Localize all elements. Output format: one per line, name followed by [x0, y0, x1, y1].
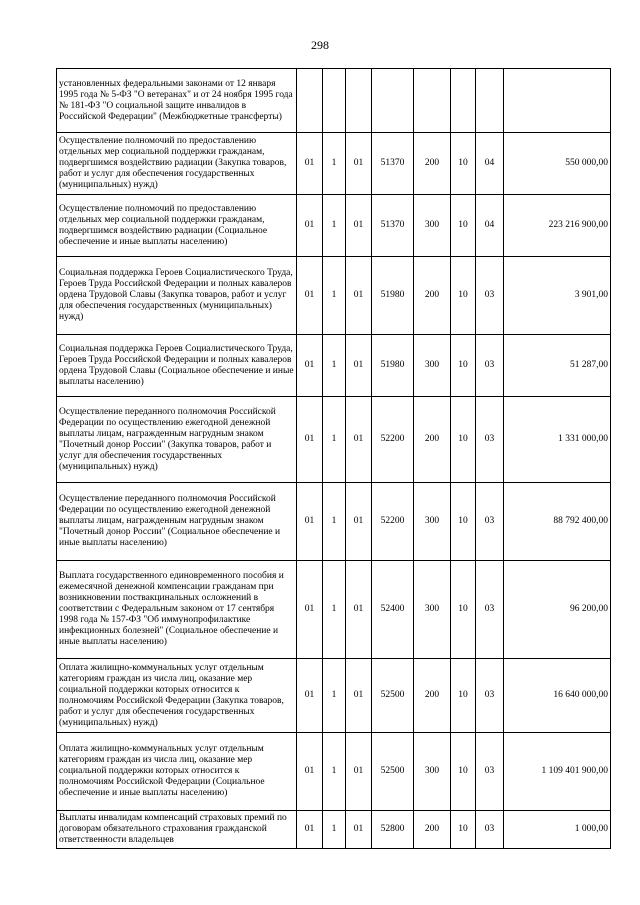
row-description: Социальная поддержка Героев Социалистического Труда, Героев Труда Российской Федерации и полных кавалеров ордена Трудовой Славы (Социальное обеспечение и иные выплаты населению) — [57, 335, 297, 397]
page-number: 298 — [311, 38, 329, 52]
subprogram-code: 1 — [323, 335, 346, 397]
amount-value: 51 287,00 — [504, 335, 611, 397]
main-event-code: 01 — [346, 257, 372, 335]
main-event-code: 01 — [346, 195, 372, 257]
expense-type-code: 300 — [414, 483, 451, 561]
program-code: 01 — [297, 133, 323, 195]
main-event-code: 01 — [346, 811, 372, 849]
subsection-code: 03 — [476, 335, 504, 397]
direction-code: 51370 — [372, 195, 414, 257]
subprogram-code: 1 — [323, 257, 346, 335]
amount-value: 550 000,00 — [504, 133, 611, 195]
amount-value: 1 000,00 — [504, 811, 611, 849]
program-code: 01 — [297, 483, 323, 561]
expense-type-code: 300 — [414, 195, 451, 257]
subsection-code — [476, 69, 504, 133]
section-code: 10 — [451, 133, 476, 195]
main-event-code: 01 — [346, 733, 372, 811]
section-code: 10 — [451, 335, 476, 397]
subsection-code: 03 — [476, 561, 504, 659]
direction-code — [372, 69, 414, 133]
program-code — [297, 69, 323, 133]
subprogram-code: 1 — [323, 733, 346, 811]
program-code: 01 — [297, 335, 323, 397]
program-code: 01 — [297, 397, 323, 483]
subsection-code: 03 — [476, 733, 504, 811]
main-event-code: 01 — [346, 483, 372, 561]
table-row — [57, 195, 611, 257]
row-description: Осуществление переданного полномочия Российской Федерации по осуществлению ежегодной денежной выплаты лицам, награжденным нагрудным знаком "Почетный донор России" (Закупка товаров, работ и услуг для обеспечения государственных (муниципальных) нужд) — [57, 397, 297, 483]
expense-type-code — [414, 69, 451, 133]
row-description: Осуществление полномочий по предоставлению отдельных мер социальной поддержки гражданам, подвергшимся воздействию радиации (Закупка товаров, работ и услуг для обеспечения государственных (муниципальных) нужд) — [57, 133, 297, 195]
section-code: 10 — [451, 483, 476, 561]
subprogram-code — [323, 69, 346, 133]
main-event-code — [346, 69, 372, 133]
direction-code: 51370 — [372, 133, 414, 195]
table-row — [57, 257, 611, 335]
row-description: Осуществление переданного полномочия Российской Федерации по осуществлению ежегодной денежной выплаты лицам, награжденным нагрудным знаком "Почетный донор России" (Социальное обеспечение и иные выплаты населению) — [57, 483, 297, 561]
row-description: Оплата жилищно-коммунальных услуг отдельным категориям граждан из числа лиц, оказание мер социальной поддержки которых относится к полномочиям Российской Федерации (Закупка товаров, работ и услуг для обеспечения государственных (муниципальных) нужд) — [57, 659, 297, 733]
expense-type-code: 200 — [414, 133, 451, 195]
direction-code: 52800 — [372, 811, 414, 849]
section-code: 10 — [451, 195, 476, 257]
subsection-code: 03 — [476, 397, 504, 483]
amount-value: 3 901,00 — [504, 257, 611, 335]
row-description: установленных федеральными законами от 12 января 1995 года № 5-ФЗ "О ветеранах" и от 24 ноября 1995 года № 181-ФЗ "О социальной защите инвалидов в Российской Федерации" (Межбюджетные трансферты) — [57, 69, 297, 133]
row-description: Оплата жилищно-коммунальных услуг отдельным категориям граждан из числа лиц, оказание мер социальной поддержки которых относится к полномочиям Российской Федерации (Социальное обеспечение и иные выплаты населению) — [57, 733, 297, 811]
subsection-code: 04 — [476, 195, 504, 257]
table-row — [57, 133, 611, 195]
direction-code: 52500 — [372, 659, 414, 733]
section-code: 10 — [451, 257, 476, 335]
expense-type-code: 200 — [414, 257, 451, 335]
section-code: 10 — [451, 733, 476, 811]
direction-code: 52200 — [372, 397, 414, 483]
expense-type-code: 300 — [414, 733, 451, 811]
section-code — [451, 69, 476, 133]
subsection-code: 04 — [476, 133, 504, 195]
section-code: 10 — [451, 811, 476, 849]
subprogram-code: 1 — [323, 133, 346, 195]
main-event-code: 01 — [346, 561, 372, 659]
budget-table — [56, 68, 611, 849]
program-code: 01 — [297, 257, 323, 335]
main-event-code: 01 — [346, 397, 372, 483]
expense-type-code: 200 — [414, 397, 451, 483]
amount-value: 1 331 000,00 — [504, 397, 611, 483]
section-code: 10 — [451, 561, 476, 659]
program-code: 01 — [297, 659, 323, 733]
subsection-code: 03 — [476, 257, 504, 335]
row-description: Выплаты инвалидам компенсаций страховых премий по договорам обязательного страхования гражданской ответственности владельцев — [57, 811, 297, 849]
subsection-code: 03 — [476, 811, 504, 849]
section-code: 10 — [451, 397, 476, 483]
subprogram-code: 1 — [323, 561, 346, 659]
table-row — [57, 561, 611, 659]
subsection-code: 03 — [476, 483, 504, 561]
budget-table-body — [57, 69, 611, 849]
table-row — [57, 335, 611, 397]
program-code: 01 — [297, 733, 323, 811]
amount-value: 16 640 000,00 — [504, 659, 611, 733]
table-row — [57, 811, 611, 849]
table-row — [57, 483, 611, 561]
table-row — [57, 733, 611, 811]
direction-code: 51980 — [372, 257, 414, 335]
row-description: Социальная поддержка Героев Социалистического Труда, Героев Труда Российской Федерации и полных кавалеров ордена Трудовой Славы (Закупка товаров, работ и услуг для обеспечения государственных (муниципальных) нужд) — [57, 257, 297, 335]
amount-value: 96 200,00 — [504, 561, 611, 659]
subprogram-code: 1 — [323, 659, 346, 733]
amount-value: 223 216 900,00 — [504, 195, 611, 257]
subsection-code: 03 — [476, 659, 504, 733]
direction-code: 52200 — [372, 483, 414, 561]
amount-value: 1 109 401 900,00 — [504, 733, 611, 811]
main-event-code: 01 — [346, 133, 372, 195]
expense-type-code: 300 — [414, 561, 451, 659]
subprogram-code: 1 — [323, 483, 346, 561]
direction-code: 52400 — [372, 561, 414, 659]
table-row — [57, 397, 611, 483]
expense-type-code: 200 — [414, 811, 451, 849]
amount-value: 88 792 400,00 — [504, 483, 611, 561]
main-event-code: 01 — [346, 335, 372, 397]
subprogram-code: 1 — [323, 195, 346, 257]
direction-code: 51980 — [372, 335, 414, 397]
subprogram-code: 1 — [323, 397, 346, 483]
table-row — [57, 659, 611, 733]
expense-type-code: 200 — [414, 659, 451, 733]
program-code: 01 — [297, 561, 323, 659]
table-row — [57, 69, 611, 133]
program-code: 01 — [297, 195, 323, 257]
row-description: Осуществление полномочий по предоставлению отдельных мер социальной поддержки гражданам, подвергшимся воздействию радиации (Социальное обеспечение и иные выплаты населению) — [57, 195, 297, 257]
program-code: 01 — [297, 811, 323, 849]
amount-value — [504, 69, 611, 133]
expense-type-code: 300 — [414, 335, 451, 397]
subprogram-code: 1 — [323, 811, 346, 849]
row-description: Выплата государственного единовременного пособия и ежемесячной денежной компенсации гражданам при возникновении поствакцинальных осложнений в соответствии с Федеральным законом от 17 сентября 1998 года № 157-ФЗ "Об иммунопрофилактике инфекционных болезней" (Социальное обеспечение и иные выплаты населению) — [57, 561, 297, 659]
direction-code: 52500 — [372, 733, 414, 811]
main-event-code: 01 — [346, 659, 372, 733]
section-code: 10 — [451, 659, 476, 733]
